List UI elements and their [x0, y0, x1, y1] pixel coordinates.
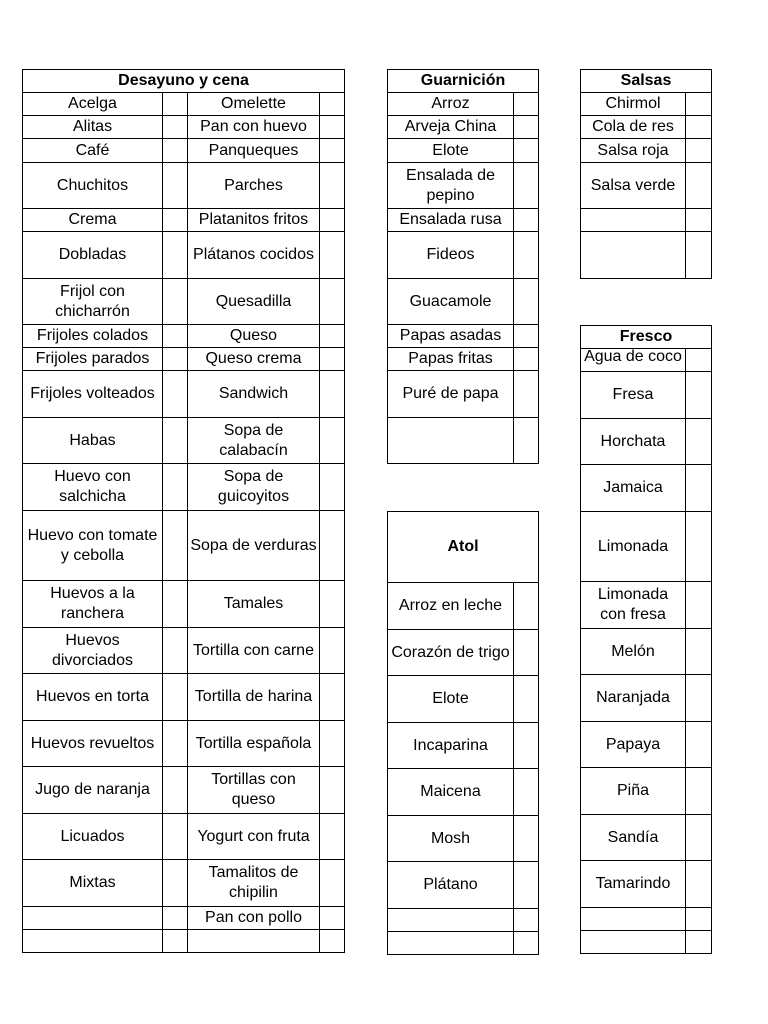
check-cell[interactable] — [320, 721, 345, 767]
fresco-title: Fresco — [581, 326, 712, 349]
desayuno-item: Parches — [188, 163, 320, 209]
check-cell[interactable] — [686, 722, 712, 768]
desayuno-table — [22, 69, 345, 953]
check-cell[interactable] — [686, 232, 712, 279]
check-cell[interactable] — [163, 325, 188, 348]
check-cell[interactable] — [514, 279, 539, 325]
guarnicion-item: Ensalada de pepino — [388, 163, 514, 209]
check-cell[interactable] — [320, 93, 345, 116]
check-cell[interactable] — [514, 932, 539, 955]
fresco-item: Papaya — [581, 722, 686, 768]
check-cell[interactable] — [163, 628, 188, 674]
desayuno-item: Tortilla de harina — [188, 674, 320, 721]
guarnicion-item: Puré de papa — [388, 371, 514, 418]
check-cell[interactable] — [514, 583, 539, 630]
check-cell[interactable] — [686, 908, 712, 931]
atol-item: Elote — [388, 676, 514, 723]
check-cell[interactable] — [686, 512, 712, 582]
guarnicion-item: Elote — [388, 139, 514, 163]
atol-item — [388, 909, 514, 932]
check-cell[interactable] — [163, 721, 188, 767]
check-cell[interactable] — [163, 348, 188, 371]
fresco-item: Jamaica — [581, 465, 686, 512]
guarnicion-item: Arroz — [388, 93, 514, 116]
check-cell[interactable] — [686, 372, 712, 419]
check-cell[interactable] — [514, 676, 539, 723]
fresco-item: Naranjada — [581, 675, 686, 722]
desayuno-item: Frijoles volteados — [23, 371, 163, 418]
salsas-item — [581, 209, 686, 232]
guarnicion-item: Guacamole — [388, 279, 514, 325]
desayuno-item — [23, 907, 163, 930]
check-cell[interactable] — [514, 116, 539, 139]
check-cell[interactable] — [320, 348, 345, 371]
desayuno-item: Sandwich — [188, 371, 320, 418]
check-cell[interactable] — [686, 163, 712, 209]
check-cell[interactable] — [163, 209, 188, 232]
desayuno-item: Tamalitos de chipilin — [188, 860, 320, 907]
desayuno-item: Alitas — [23, 116, 163, 139]
check-cell[interactable] — [163, 930, 188, 953]
check-cell[interactable] — [163, 581, 188, 628]
check-cell[interactable] — [514, 769, 539, 816]
salsas-item: Chirmol — [581, 93, 686, 116]
check-cell[interactable] — [163, 371, 188, 418]
check-cell[interactable] — [320, 116, 345, 139]
desayuno-title: Desayuno y cena — [23, 70, 345, 93]
check-cell[interactable] — [163, 511, 188, 581]
desayuno-item: Licuados — [23, 814, 163, 860]
check-cell[interactable] — [514, 139, 539, 163]
desayuno-item: Sopa de verduras — [188, 511, 320, 581]
desayuno-item: Acelga — [23, 93, 163, 116]
check-cell[interactable] — [514, 163, 539, 209]
desayuno-item: Pan con pollo — [188, 907, 320, 930]
atol-item: Maicena — [388, 769, 514, 816]
check-cell[interactable] — [686, 93, 712, 116]
desayuno-item: Platanitos fritos — [188, 209, 320, 232]
atol-item: Plátano — [388, 862, 514, 909]
check-cell[interactable] — [320, 209, 345, 232]
desayuno-item: Jugo de naranja — [23, 767, 163, 814]
salsas-table — [580, 69, 712, 279]
fresco-item: Tamarindo — [581, 861, 686, 908]
check-cell[interactable] — [163, 907, 188, 930]
check-cell[interactable] — [686, 419, 712, 465]
check-cell[interactable] — [514, 723, 539, 769]
check-cell[interactable] — [320, 930, 345, 953]
atol-item: Corazón de trigo — [388, 630, 514, 676]
desayuno-item: Panqueques — [188, 139, 320, 163]
check-cell[interactable] — [686, 675, 712, 722]
desayuno-item: Café — [23, 139, 163, 163]
fresco-item: Fresa — [581, 372, 686, 419]
desayuno-item: Plátanos cocidos — [188, 232, 320, 279]
check-cell[interactable] — [163, 767, 188, 814]
atol-table — [387, 511, 539, 955]
check-cell[interactable] — [163, 674, 188, 721]
fresco-item — [581, 908, 686, 931]
desayuno-item: Tamales — [188, 581, 320, 628]
desayuno-item: Quesadilla — [188, 279, 320, 325]
guarnicion-item: Papas fritas — [388, 348, 514, 371]
salsas-title: Salsas — [581, 70, 712, 93]
check-cell[interactable] — [320, 139, 345, 163]
fresco-item: Horchata — [581, 419, 686, 465]
guarnicion-item: Ensalada rusa — [388, 209, 514, 232]
salsas-item: Cola de res — [581, 116, 686, 139]
check-cell[interactable] — [686, 116, 712, 139]
fresco-item — [581, 349, 686, 372]
desayuno-item: Tortilla española — [188, 721, 320, 767]
check-cell[interactable] — [320, 628, 345, 674]
check-cell[interactable] — [320, 279, 345, 325]
desayuno-item: Huevos revueltos — [23, 721, 163, 767]
guarnicion-item: Arveja China — [388, 116, 514, 139]
check-cell[interactable] — [686, 861, 712, 908]
guarnicion-table — [387, 69, 539, 464]
fresco-item: Melón — [581, 629, 686, 675]
desayuno-item: Sopa de calabacín — [188, 418, 320, 464]
check-cell[interactable] — [686, 815, 712, 861]
check-cell[interactable] — [686, 768, 712, 815]
guarnicion-item: Papas asadas — [388, 325, 514, 348]
check-cell[interactable] — [163, 139, 188, 163]
check-cell[interactable] — [320, 767, 345, 814]
check-cell[interactable] — [163, 116, 188, 139]
atol-item: Incaparina — [388, 723, 514, 769]
desayuno-item — [23, 930, 163, 953]
check-cell[interactable] — [686, 209, 712, 232]
check-cell[interactable] — [320, 464, 345, 511]
check-cell[interactable] — [514, 371, 539, 418]
atol-title: Atol — [388, 512, 539, 583]
check-cell[interactable] — [163, 860, 188, 907]
salsas-item: Salsa verde — [581, 163, 686, 209]
check-cell[interactable] — [320, 907, 345, 930]
check-cell[interactable] — [514, 418, 539, 464]
salsas-item: Salsa roja — [581, 139, 686, 163]
desayuno-item: Huevo con salchicha — [23, 464, 163, 511]
check-cell[interactable] — [514, 232, 539, 279]
check-cell[interactable] — [163, 464, 188, 511]
check-cell[interactable] — [320, 814, 345, 860]
atol-item: Arroz en leche — [388, 583, 514, 630]
check-cell[interactable] — [320, 232, 345, 279]
desayuno-item: Omelette — [188, 93, 320, 116]
guarnicion-item — [388, 418, 514, 464]
check-cell[interactable] — [514, 816, 539, 862]
check-cell[interactable] — [163, 279, 188, 325]
desayuno-item: Queso crema — [188, 348, 320, 371]
check-cell[interactable] — [320, 581, 345, 628]
desayuno-item: Queso — [188, 325, 320, 348]
desayuno-item: Tortilla con carne — [188, 628, 320, 674]
desayuno-item: Mixtas — [23, 860, 163, 907]
check-cell[interactable] — [163, 814, 188, 860]
check-cell[interactable] — [163, 163, 188, 209]
check-cell[interactable] — [686, 629, 712, 675]
check-cell[interactable] — [320, 371, 345, 418]
check-cell[interactable] — [514, 862, 539, 909]
check-cell[interactable] — [320, 163, 345, 209]
desayuno-item: Habas — [23, 418, 163, 464]
guarnicion-title: Guarnición — [388, 70, 539, 93]
check-cell[interactable] — [514, 348, 539, 371]
desayuno-item: Huevos en torta — [23, 674, 163, 721]
desayuno-item: Sopa de guicoyitos — [188, 464, 320, 511]
fresco-item — [581, 931, 686, 954]
fresco-item: Limonada — [581, 512, 686, 582]
check-cell[interactable] — [320, 418, 345, 464]
check-cell[interactable] — [514, 93, 539, 116]
check-cell[interactable] — [163, 93, 188, 116]
fresco-item: Sandía — [581, 815, 686, 861]
check-cell[interactable] — [514, 630, 539, 676]
desayuno-item: Yogurt con fruta — [188, 814, 320, 860]
desayuno-item: Huevo con tomate y cebolla — [23, 511, 163, 581]
check-cell[interactable] — [686, 582, 712, 629]
check-cell[interactable] — [686, 349, 712, 372]
atol-item: Mosh — [388, 816, 514, 862]
desayuno-item: Chuchitos — [23, 163, 163, 209]
check-cell[interactable] — [514, 909, 539, 932]
atol-item — [388, 932, 514, 955]
desayuno-item: Frijoles colados — [23, 325, 163, 348]
check-cell[interactable] — [163, 232, 188, 279]
fresco-item: Piña — [581, 768, 686, 815]
desayuno-item: Huevos a la ranchera — [23, 581, 163, 628]
desayuno-item: Frijoles parados — [23, 348, 163, 371]
desayuno-item: Crema — [23, 209, 163, 232]
salsas-item — [581, 232, 686, 279]
desayuno-item: Frijol con chicharrón — [23, 279, 163, 325]
fresco-item-label: Agua de coco — [584, 348, 682, 365]
check-cell[interactable] — [320, 325, 345, 348]
desayuno-item: Dobladas — [23, 232, 163, 279]
check-cell[interactable] — [686, 139, 712, 163]
check-cell[interactable] — [686, 931, 712, 954]
check-cell[interactable] — [686, 465, 712, 512]
fresco-item: Limonada con fresa — [581, 582, 686, 629]
check-cell[interactable] — [514, 325, 539, 348]
desayuno-item: Huevos divorciados — [23, 628, 163, 674]
check-cell[interactable] — [320, 511, 345, 581]
check-cell[interactable] — [514, 209, 539, 232]
check-cell[interactable] — [320, 674, 345, 721]
check-cell[interactable] — [320, 860, 345, 907]
check-cell[interactable] — [163, 418, 188, 464]
fresco-table — [580, 325, 712, 954]
desayuno-item: Tortillas con queso — [188, 767, 320, 814]
desayuno-item — [188, 930, 320, 953]
guarnicion-item: Fideos — [388, 232, 514, 279]
desayuno-item: Pan con huevo — [188, 116, 320, 139]
